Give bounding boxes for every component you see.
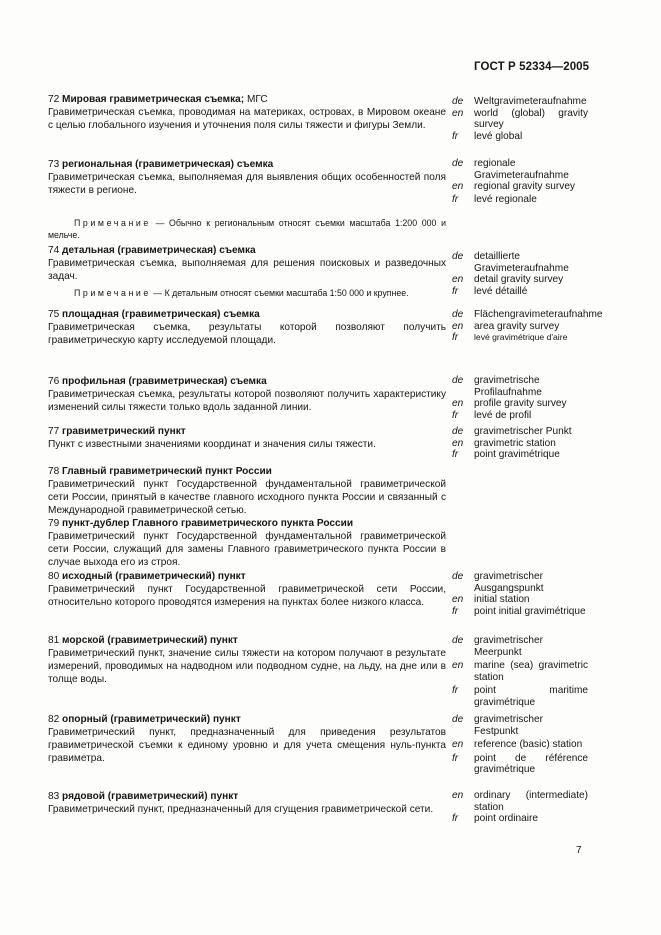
equivalent-row: de Weltgravimeteraufnahme bbox=[452, 96, 587, 107]
equivalent-row: en marine (sea) gravimetric station bbox=[452, 660, 588, 683]
term-title: 78 Главный гравиметрический пункт России bbox=[48, 466, 272, 477]
equivalent-row: fr levé gravimétrique d'aire bbox=[452, 332, 568, 343]
equivalent-row: fr point de référence gravimétrique bbox=[452, 752, 588, 775]
equivalent-row: de gravimetrischer Punkt bbox=[452, 426, 572, 437]
term-definition: Гравиметрический пункт, значение силы тяжести на котором получают в результате измерений, проводимых на надводном или подводном судне, на льду, на дне или в толще воды. bbox=[48, 648, 446, 685]
term-title: 74 детальная (гравиметрическая) съемка bbox=[48, 245, 256, 256]
equivalent-row: de detaillierte Gravimeteraufnahme bbox=[452, 251, 569, 274]
term-72-equivalents bbox=[452, 96, 588, 142]
equivalent-row: fr point initial gravimétrique bbox=[452, 605, 586, 617]
term-note: Примечание — К детальным относят съемки масштаба 1:50 000 и крупнее. bbox=[74, 288, 409, 298]
term-75-equivalents bbox=[452, 309, 603, 344]
term-80 bbox=[48, 570, 446, 609]
term-title: 83 рядовой (гравиметрический) пункт bbox=[48, 791, 239, 802]
term-77 bbox=[48, 425, 446, 451]
term-title: 82 опорный (гравиметрический) пункт bbox=[48, 714, 241, 725]
term-definition: Гравиметрическая съемка, выполняемая для выявления общих особенностей поля тяжести в регионе. bbox=[48, 172, 446, 196]
term-82-equivalents bbox=[452, 714, 588, 776]
term-title: 72 Мировая гравиметрическая съемка; МГС bbox=[48, 94, 268, 105]
term-title: 81 морской (гравиметрический) пункт bbox=[48, 635, 238, 646]
equivalent-row: en world (global) gravity survey bbox=[452, 107, 588, 130]
equivalent-row: de Flächengravimeteraufnahme bbox=[452, 309, 603, 320]
term-definition: Гравиметрическая съемка, результаты которой позволяют получить характеристику изменений силы тяжести только вдоль заданной линии. bbox=[48, 389, 446, 413]
equivalent-row: fr levé global bbox=[452, 130, 523, 142]
term-81 bbox=[48, 634, 446, 686]
term-83 bbox=[48, 790, 446, 816]
term-definition: Пункт с известными значениями координат и значения силы тяжести. bbox=[48, 439, 376, 450]
term-definition: Гравиметрический пункт Государственной фундаментальной гравиметрической сети России, принятый в качестве главного исходного пункта России и связанный с Международной гравиметрической сетью. bbox=[48, 479, 446, 516]
equivalent-row: en initial station bbox=[452, 594, 530, 605]
term-note: Примечание — Обычно к региональным относят съемки масштаба 1:200 000 и мельче. bbox=[48, 218, 446, 240]
term-title: 76 профильная (гравиметрическая) съемка bbox=[48, 376, 267, 387]
equivalent-row: de gravimetrischer Ausgangspunkt bbox=[452, 571, 544, 594]
term-73-equivalents bbox=[452, 158, 588, 205]
term-title: 80 исходный (гравиметрический) пункт bbox=[48, 571, 246, 582]
term-83-equivalents bbox=[452, 790, 588, 825]
equivalent-row: fr levé détaillé bbox=[452, 285, 528, 297]
equivalent-row: fr point ordinaire bbox=[452, 813, 538, 824]
term-74-equivalents bbox=[452, 251, 588, 297]
page-number: 7 bbox=[576, 845, 582, 856]
term-76 bbox=[48, 375, 446, 414]
term-title: 79 пункт-дублер Главного гравиметрического пункта России bbox=[48, 518, 354, 529]
term-76-equivalents bbox=[452, 375, 588, 421]
term-title: 75 площадная (гравиметрическая) съемка bbox=[48, 309, 260, 320]
equivalent-row: en ordinary (intermediate) station bbox=[452, 790, 588, 813]
term-definition: Гравиметрический пункт, предназначенный для приведения результатов гравиметрической съемки к единому уровню и для учета смещения нуль-пункта гравиметра. bbox=[48, 727, 446, 764]
term-77-equivalents bbox=[452, 426, 588, 461]
document-header: ГОСТ Р 52334—2005 bbox=[474, 61, 590, 73]
term-definition: Гравиметрический пункт Государственной фундаментальной гравиметрической сети России, служащий для замены Главного гравиметрического пункта России в случае выхода его из строя. bbox=[48, 531, 446, 568]
equivalent-row: fr point maritime gravimétrique bbox=[452, 685, 588, 708]
equivalent-row: de gravimetrischer Meerpunkt bbox=[452, 635, 543, 658]
term-definition: Гравиметрическая съемка, результаты которой позволяют получить гравиметрическую карту исследуемой площади. bbox=[48, 322, 446, 346]
term-definition: Гравиметрическая съемка, выполняемая для решения поисковых и разведочных задач. bbox=[48, 258, 446, 282]
equivalent-row: en regional gravity survey bbox=[452, 181, 575, 192]
term-79 bbox=[48, 517, 446, 569]
equivalent-row: de regionale Gravimeteraufnahme bbox=[452, 158, 569, 181]
term-title: 77 гравиметрический пункт bbox=[48, 426, 186, 437]
term-80-equivalents bbox=[452, 571, 588, 617]
term-74 bbox=[48, 244, 446, 299]
equivalent-row: en profile gravity survey bbox=[452, 398, 567, 409]
term-78 bbox=[48, 465, 446, 517]
term-title: 73 региональная (гравиметрическая) съемка bbox=[48, 159, 274, 170]
equivalent-row: fr levé regionale bbox=[452, 193, 537, 205]
term-72 bbox=[48, 93, 446, 132]
term-definition: Гравиметрическая съемка, проводимая на материках, островах, в Мировом океане с целью глобального изучения и уточнения поля силы тяжести и фигуры Земли. bbox=[48, 107, 446, 131]
term-73 bbox=[48, 158, 446, 241]
equivalent-row: en area gravity survey bbox=[452, 320, 560, 332]
equivalent-row: fr levé de profil bbox=[452, 409, 532, 421]
equivalent-row: de gravimetrischer Festpunkt bbox=[452, 714, 543, 737]
term-81-equivalents bbox=[452, 635, 588, 708]
equivalent-row: de gravimetrische Profilaufnahme bbox=[452, 375, 542, 398]
equivalent-row: en detail gravity survey bbox=[452, 274, 564, 285]
term-definition: Гравиметрический пункт Государственной гравиметрической сети России, относительно которого проводятся измерения на пунктах более низкого класса. bbox=[48, 584, 446, 608]
equivalent-row: en gravimetric station bbox=[452, 437, 556, 449]
equivalent-row: fr point gravimétrique bbox=[452, 449, 560, 460]
term-82 bbox=[48, 713, 446, 765]
term-75 bbox=[48, 308, 446, 347]
term-definition: Гравиметрический пункт, предназначенный для сгущения гравиметрической сети. bbox=[48, 804, 434, 815]
equivalent-row: en reference (basic) station bbox=[452, 739, 583, 750]
